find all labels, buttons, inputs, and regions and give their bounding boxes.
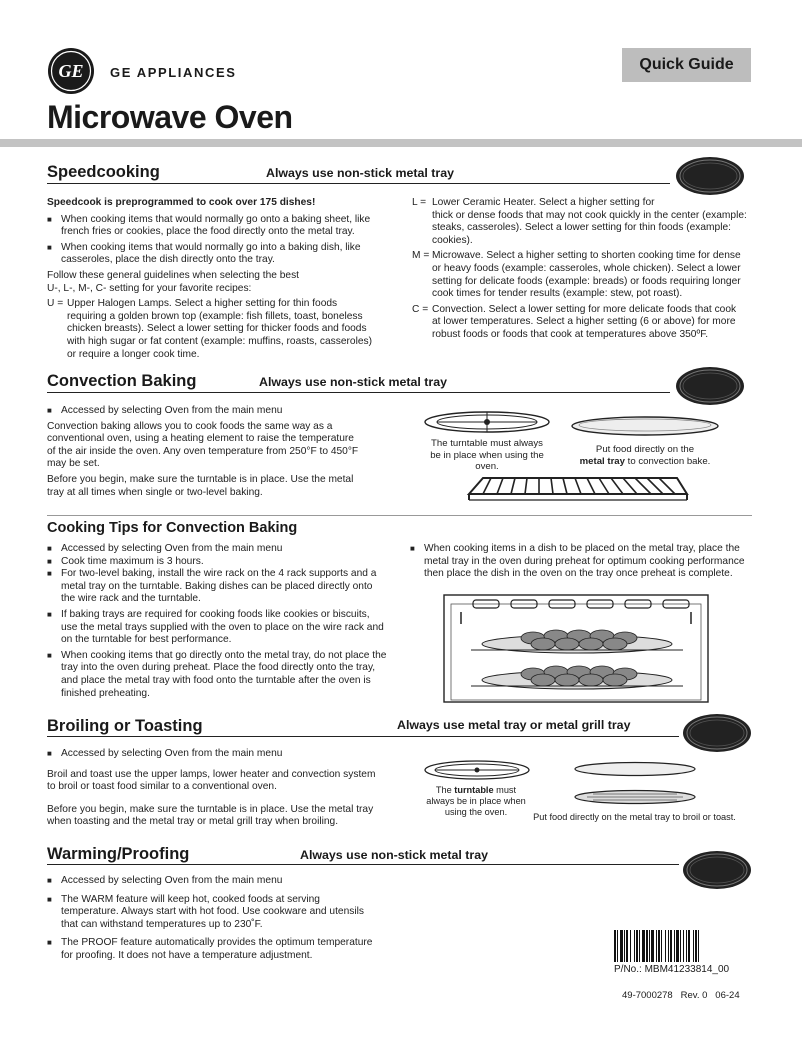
grill-tray-illustration [573, 789, 697, 805]
setting-m-line: setting for delicate foods (example: breads) or foods requiring longer [432, 275, 741, 287]
convection-para-line: conventional oven, using a heating element to raise the temperature [47, 433, 354, 445]
brand-name: GE APPLIANCES [110, 65, 237, 80]
tips-bullet-text: metal tray on the turntable. Baking dishes can be placed directly onto [61, 580, 373, 592]
tips-bullet-text: then place the dish in the oven on the tray once preheat is complete. [424, 568, 733, 580]
setting-c-line: Convection. Select a lower setting for more delicate foods that cook [432, 303, 737, 315]
broiling-text [47, 748, 397, 829]
tips-bullet-text: ■ Accessed by selecting Oven from the main menu [61, 543, 283, 554]
broiling-bullet [47, 748, 397, 761]
metal-tray-illustration [573, 761, 697, 777]
speedcooking-bullet-1 [47, 214, 397, 239]
tips-bullet-text: the wire rack and the turntable. [61, 593, 201, 605]
speedcooking-note: Always use non-stick metal tray [266, 166, 454, 180]
tips-bullet-3 [47, 568, 395, 606]
warming-bullet-text: ■ The PROOF feature automatically provides the optimum temperature [61, 937, 373, 949]
broiling-tray-caption: Put food directly on the metal tray to broil or toast. [533, 812, 736, 822]
barcode-bar [636, 930, 638, 962]
convection-para-line: Before you begin, make sure the turntable is in place. Use the metal [47, 473, 354, 485]
broiling-para-line: Broil and toast use the upper lamps, lower heater and convection system [47, 768, 376, 780]
setting-l [412, 197, 757, 247]
setting-l-line: Lower Ceramic Heater. Select a higher setting for [432, 197, 655, 208]
warming-rule [47, 864, 679, 865]
tray-icon [682, 713, 752, 753]
convection-note: Always use non-stick metal tray [259, 375, 447, 389]
barcode-bar [695, 930, 697, 962]
speedcooking-title: Speedcooking [47, 163, 160, 181]
tips-bullet-4 [47, 609, 395, 647]
tips-bullet-text: ■ When cooking items that go directly onto the metal tray, do not place the [61, 649, 387, 661]
warming-bullet-text: ■ Accessed by selecting Oven from the main menu [61, 875, 283, 886]
convection-text [47, 405, 392, 499]
ge-logo [47, 47, 95, 95]
setting-m [412, 250, 757, 300]
barcode-bar [649, 930, 650, 962]
warming-bullet-text: ■ The WARM feature will keep hot, cooked foods at serving [61, 893, 320, 905]
setting-c-line: at lower temperatures. Select a higher setting (6 or above) for more [432, 316, 736, 328]
barcode-bar [683, 930, 684, 962]
convection-bullet-text: ■ Accessed by selecting Oven from the main menu [61, 405, 283, 416]
metal-tray-caption-line-1: Put food directly on the [595, 444, 695, 455]
title-band [0, 139, 802, 147]
speedcooking-guide-line-1: Follow these general guidelines when selecting the best [47, 269, 300, 281]
convection-rule [47, 392, 670, 393]
barcode-bar [680, 930, 681, 962]
barcode-bar [639, 930, 640, 962]
barcode-bar [661, 930, 662, 962]
metal-tray-caption-rest: to convection bake. [624, 455, 711, 467]
broiling-para-line: to broil or toast food similar to a conventional oven. [47, 781, 277, 793]
oven-interior-illustration [443, 594, 711, 704]
setting-u-line: or require a longer cook time. [67, 348, 200, 360]
setting-m-key: M = [412, 250, 430, 262]
barcode-bar [617, 930, 618, 962]
setting-l-line: steaks, casseroles). Select a lower setting for thin foods (example: [432, 222, 731, 234]
caption-bold: turntable [454, 785, 494, 795]
metal-tray-caption-line-2 [562, 456, 728, 468]
setting-u-line: with high sugar or fat content (example: muffins, roasts, casseroles) [67, 335, 373, 347]
broiling-para-line: Before you begin, make sure the turntable is in place. Use the metal tray [47, 803, 374, 815]
tips-bullet-text: ■ When cooking items in a dish to be placed on the metal tray, place the [424, 543, 740, 554]
tips-bullet-text: metal tray in the oven during preheat for optimum cooking performance [424, 555, 745, 567]
part-number: P/No.: MBM41233814_00 [614, 964, 730, 975]
tray-icon [682, 850, 752, 890]
barcode-bar [651, 930, 654, 962]
page-title: Microwave Oven [47, 99, 293, 135]
quick-guide-badge: Quick Guide [622, 48, 751, 82]
barcode-bar [620, 930, 623, 962]
barcode-bar [656, 930, 657, 962]
convection-para-line: may be set. [47, 458, 100, 470]
wire-rack-illustration [463, 474, 693, 502]
tips-bullet-text: on the turntable for best performance. [61, 634, 232, 646]
turntable-caption-line: The turntable must always [431, 438, 543, 449]
speedcooking-left-column [47, 197, 397, 361]
speedcooking-bullet-1-line-1: ■ When cooking items that would normally go onto a baking sheet, like [61, 213, 371, 225]
turntable-caption-line: oven. [475, 461, 499, 473]
setting-c-line: robust foods or foods that cook at temperatures above 350ºF. [432, 328, 709, 340]
barcode-bar [634, 930, 635, 962]
warming-bullet-3 [47, 937, 397, 962]
setting-u-line: requiring a golden brown top (example: fish fillets, toast, boneless [67, 310, 363, 322]
convection-bullet [47, 405, 392, 418]
broiling-turntable-caption-line: using the oven. [444, 807, 508, 817]
tips-bullet-text: ■ For two-level baking, install the wire rack on the 4 rack supports and a [61, 568, 377, 580]
barcode-bar [676, 930, 679, 962]
tips-left-column [47, 543, 395, 700]
tips-bullet-text: finished preheating. [61, 687, 150, 699]
broiling-title: Broiling or Toasting [47, 717, 203, 735]
caption-part: must [493, 785, 517, 795]
barcode-bar [668, 930, 669, 962]
tips-title: Cooking Tips for Convection Baking [47, 520, 298, 536]
warming-bullet-2 [47, 894, 397, 932]
tray-icon [675, 156, 745, 196]
barcode-bar [693, 930, 694, 962]
broiling-rule [47, 736, 679, 737]
tips-bullet-2 [47, 556, 395, 569]
broiling-bullet-text: ■ Accessed by selecting Oven from the main menu [61, 748, 283, 759]
warming-bullet-1 [47, 875, 397, 888]
tray-icon [675, 366, 745, 406]
speedcooking-right-column [412, 197, 757, 342]
barcode-bar [624, 930, 625, 962]
convection-para-line: of the air inside the oven. Any oven temperature from 250°F to 450°F [47, 445, 359, 457]
setting-l-line: thick or dense foods that may not cook quickly in the center (example: [432, 209, 747, 221]
speedcooking-bullet-2-line-1: ■ When cooking items that would normally go into a baking dish, like [61, 241, 361, 253]
broiling-turntable-caption [411, 785, 541, 818]
barcode-bar [686, 930, 687, 962]
tips-bullet-text: ■ If baking trays are required for cooking foods like cookies or biscuits, [61, 608, 370, 620]
tips-bullet-5 [47, 650, 395, 700]
barcode-bar [642, 930, 645, 962]
metal-tray-caption [562, 444, 728, 467]
broiling-note: Always use metal tray or metal grill tray [397, 718, 631, 732]
warming-bullet-text: for proofing. It does not have a temperature adjustment. [61, 949, 313, 961]
barcode-bar [614, 930, 616, 962]
tips-bullet-text: tray into the oven during preheat. Place the food directly onto the tray, [61, 662, 376, 674]
speedcooking-rule [47, 183, 670, 184]
barcode-bar [658, 930, 660, 962]
setting-m-line: Microwave. Select a higher setting to shorten cooking time for dense [432, 250, 741, 262]
barcode-bar [674, 930, 675, 962]
barcode-bar [665, 930, 666, 962]
metal-tray-caption-bold: metal tray [579, 455, 625, 467]
speedcooking-bullet-2 [47, 242, 397, 267]
tips-bullet-6 [410, 543, 755, 581]
logo-monogram: GE [58, 61, 84, 81]
warming-bullet-text: that can withstand temperatures up to 230˚F. [61, 918, 263, 930]
turntable-caption [418, 438, 556, 473]
setting-l-key: L = [412, 197, 427, 208]
convection-para-line: Convection baking allows you to cook foods the same way as a [47, 420, 333, 432]
warming-title: Warming/Proofing [47, 845, 190, 863]
tips-bullet-1 [47, 543, 395, 556]
setting-m-line: cook times for tender results (example: stew, pot roast). [432, 288, 683, 300]
setting-l-line: cookies). [432, 234, 473, 246]
setting-u-line: Upper Halogen Lamps. Select a higher setting for thin foods [67, 298, 338, 310]
setting-c-key: C = [412, 303, 429, 315]
barcode [614, 930, 742, 962]
broiling-para-line: when toasting and the metal tray or metal grill tray when broiling. [47, 816, 339, 828]
barcode-bar [670, 930, 672, 962]
setting-m-line: or heavy foods (example: casseroles, whole chicken). Select a lower [432, 262, 741, 274]
tips-bullet-text: use the metal trays supplied with the oven to place on the wire rack and [61, 621, 384, 633]
tips-right-column [410, 543, 755, 581]
turntable-caption-line: be in place when using the [430, 449, 544, 461]
barcode-bar [646, 930, 648, 962]
speedcooking-guide-line-2: U-, L-, M-, C- setting for your favorite recipes: [47, 282, 252, 294]
turntable-illustration [423, 409, 551, 435]
metal-tray-illustration [570, 415, 720, 437]
setting-c [412, 304, 757, 342]
barcode-bar [698, 930, 699, 962]
tips-bullet-text: and place the metal tray with food onto the turntable after the oven is [61, 674, 371, 686]
barcode-bar [626, 930, 628, 962]
speedcooking-bullet-2-line-2: casseroles, place the dish directly onto the tray. [61, 254, 275, 266]
broiling-turntable-caption-line: always be in place when [426, 796, 526, 806]
document-number: 49-7000278 Rev. 0 06-24 [622, 990, 740, 1001]
speedcooking-intro: Speedcook is preprogrammed to cook over 175 dishes! [47, 197, 316, 208]
warming-bullet-text: temperature. Always start with hot food. Use cookware and utensils [61, 906, 364, 918]
warming-text [47, 875, 397, 963]
barcode-bar [688, 930, 690, 962]
convection-title: Convection Baking [47, 372, 197, 390]
setting-u-line: chicken breasts). Select a lower setting for thicker foods and foods [67, 323, 367, 335]
convection-para-line: tray at all times when single or two-level baking. [47, 486, 263, 498]
setting-u [47, 298, 397, 361]
speedcooking-bullet-1-line-2: french fries or cookies, place the food directly onto the metal tray. [61, 226, 355, 238]
warming-note: Always use non-stick metal tray [300, 848, 488, 862]
tips-rule [47, 515, 752, 516]
tips-bullet-text: ■ Cook time maximum is 3 hours. [61, 555, 204, 567]
setting-u-key: U = [47, 298, 64, 310]
caption-part: The [435, 785, 455, 795]
barcode-bar [630, 930, 631, 962]
broiling-turntable-caption-line-1 [411, 785, 541, 796]
turntable-illustration [423, 759, 531, 781]
